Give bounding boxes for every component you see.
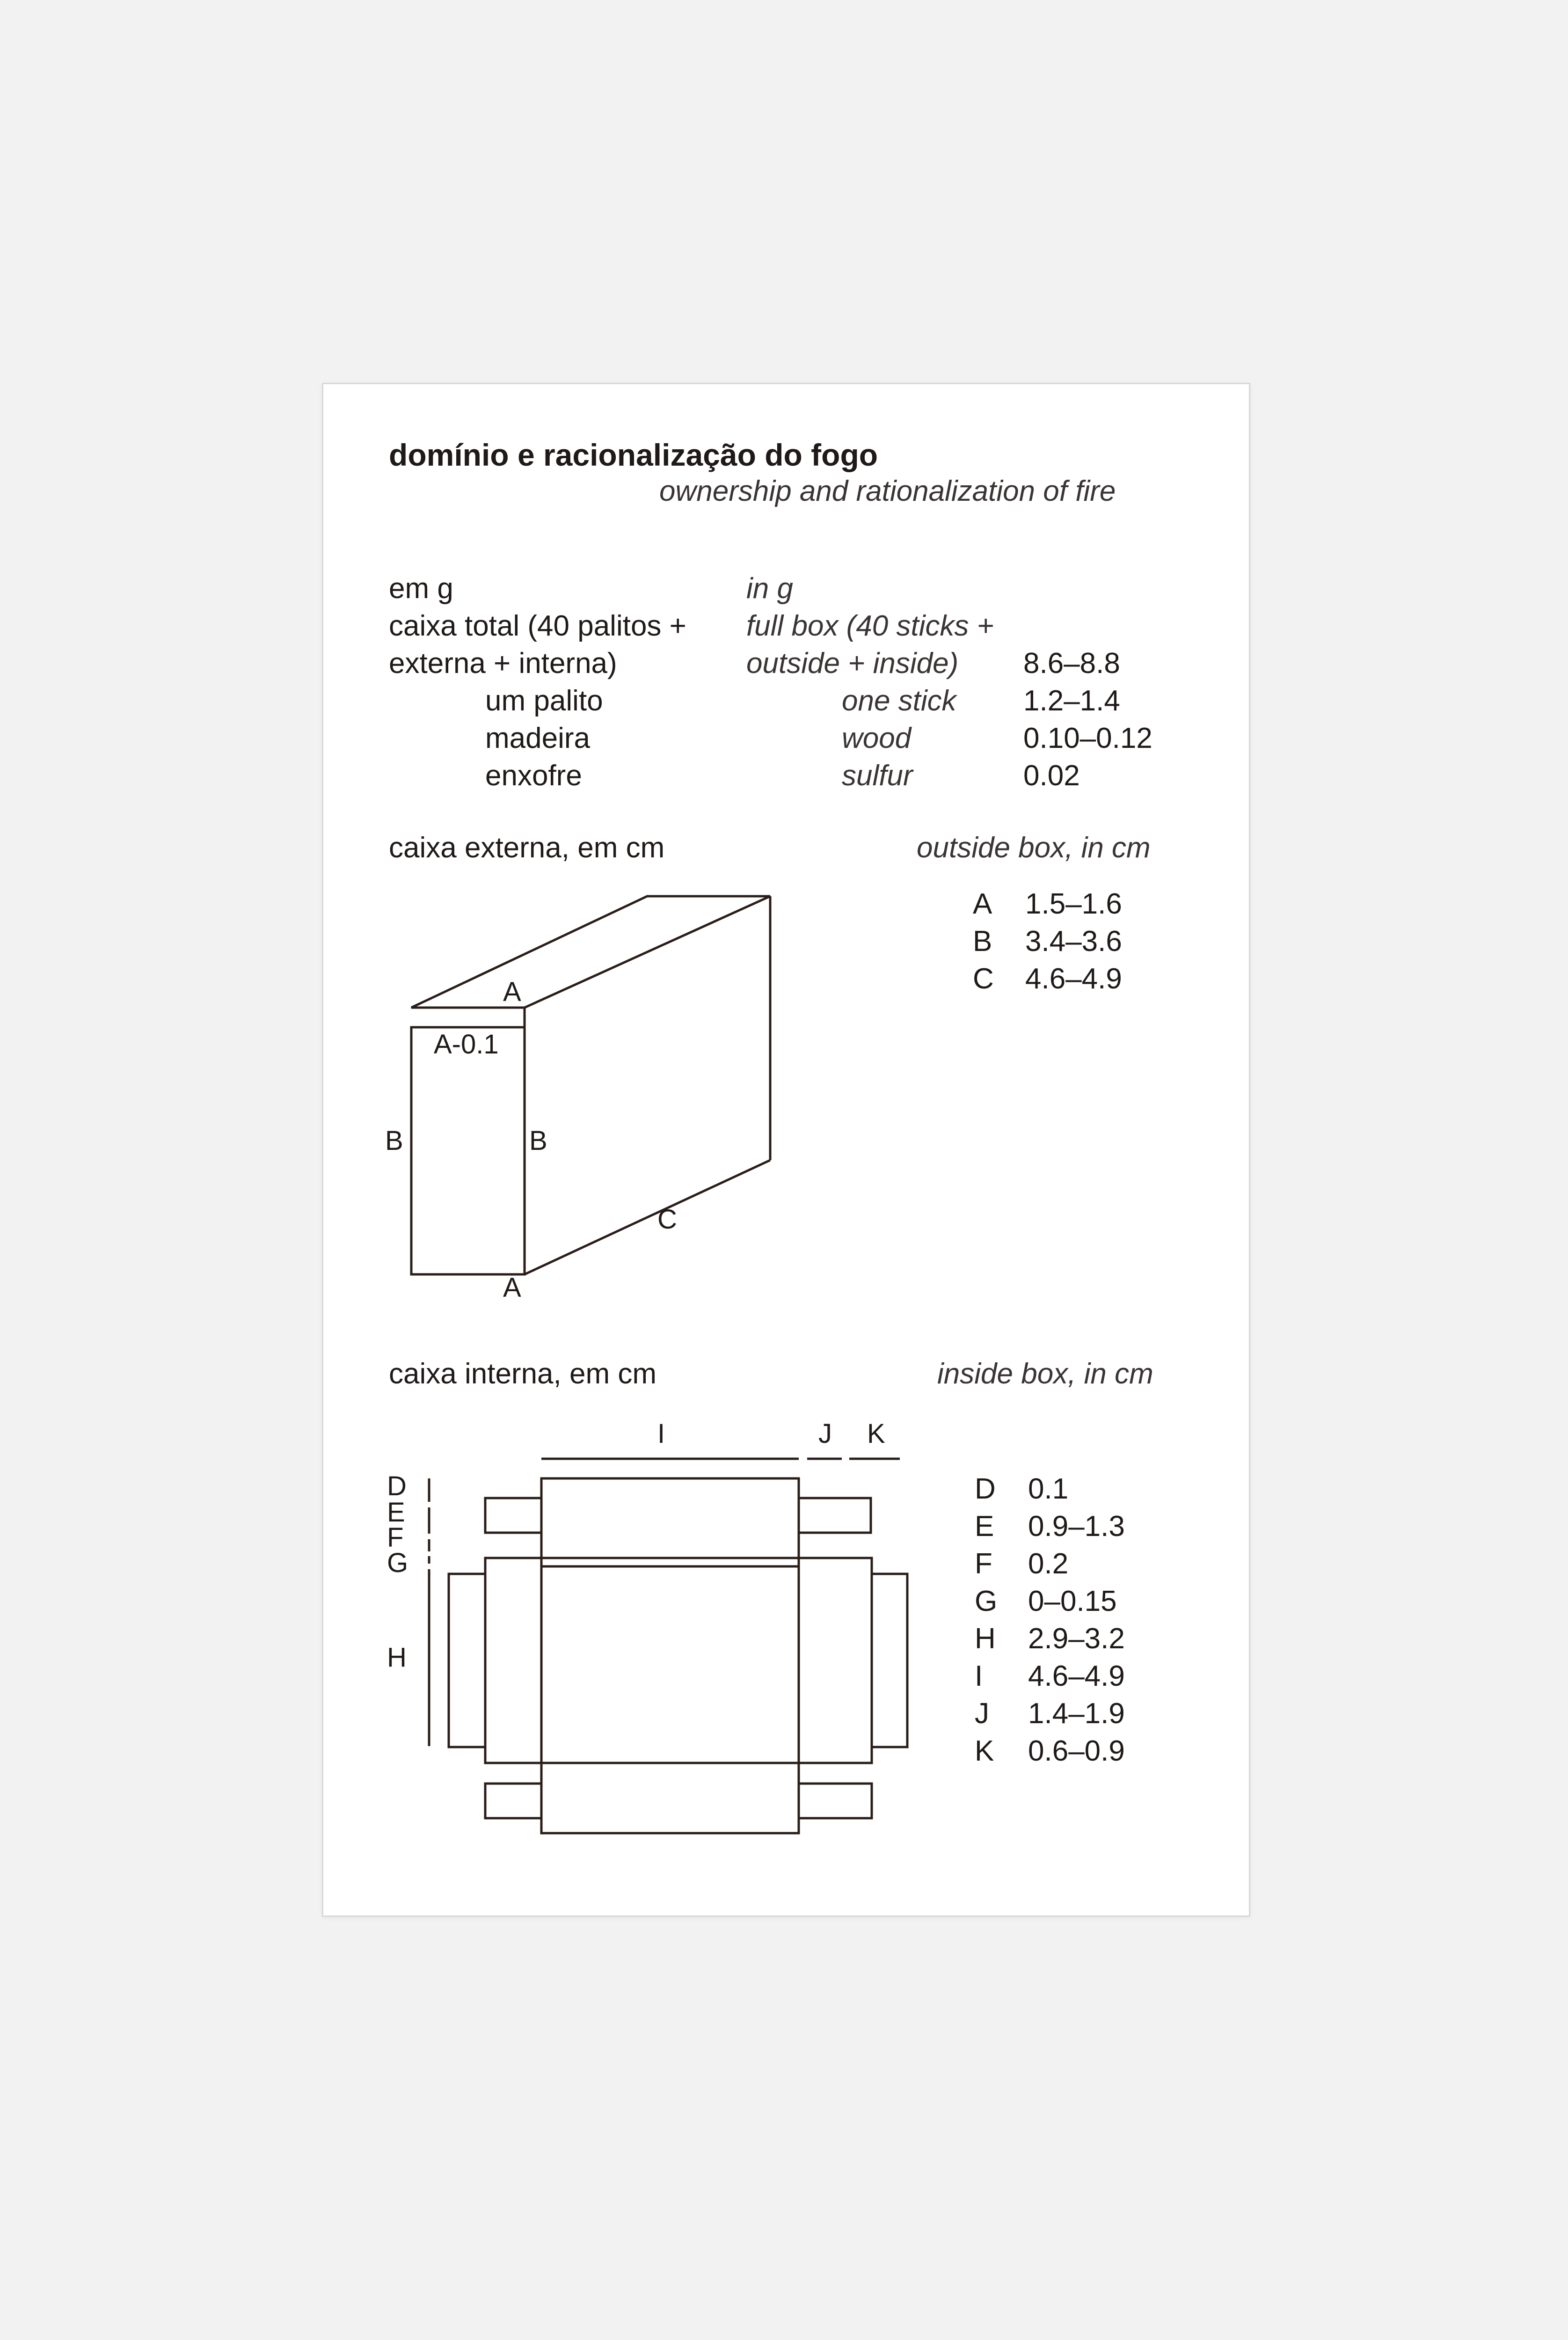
dim-key: E (975, 1510, 994, 1543)
label-h: H (387, 1642, 407, 1673)
outside-heading-pt: caixa externa, em cm (389, 832, 665, 864)
flap-right (799, 1558, 872, 1763)
weight-row-pt: madeira (485, 722, 590, 754)
flap-top-left (485, 1498, 541, 1533)
inside-heading-pt: caixa interna, em cm (389, 1358, 656, 1390)
total-value: 8.6–8.8 (1023, 647, 1120, 680)
weight-row-en: wood (842, 722, 912, 754)
flap-left-outer (449, 1574, 485, 1747)
label-f: F (387, 1522, 404, 1553)
dim-key: D (975, 1473, 996, 1505)
dim-value: 0.2 (1028, 1548, 1069, 1580)
total-pt-line1: caixa total (40 palitos + (389, 610, 686, 642)
flap-bottom-left (485, 1784, 541, 1818)
dim-value: 4.6–4.9 (1025, 963, 1122, 995)
total-pt-line2: externa + interna) (389, 647, 617, 680)
unit-pt: em g (389, 572, 453, 605)
dim-value: 0.9–1.3 (1028, 1510, 1125, 1543)
dim-key: F (975, 1548, 992, 1580)
dim-key: I (975, 1660, 983, 1692)
flap-top-right (799, 1498, 871, 1533)
total-en-line1: full box (40 sticks + (746, 610, 994, 642)
label-j: J (818, 1419, 832, 1449)
dim-value: 0.1 (1028, 1473, 1069, 1505)
info-card (322, 383, 1250, 1917)
dim-value: 1.4–1.9 (1028, 1697, 1125, 1730)
dim-value: 0–0.15 (1028, 1585, 1117, 1617)
net-center-panel (541, 1478, 799, 1833)
label-c: C (657, 1204, 677, 1235)
label-e: E (387, 1497, 405, 1528)
weight-row-value: 0.10–0.12 (1023, 722, 1152, 754)
net-bottom-panel (541, 1763, 799, 1833)
label-b-right: B (529, 1126, 547, 1156)
inside-box-net-diagram (323, 384, 1249, 1916)
unit-en: in g (746, 572, 793, 605)
label-g: G (387, 1548, 408, 1578)
label-d: D (387, 1471, 407, 1501)
label-a-top: A (503, 977, 521, 1007)
flap-left (485, 1558, 541, 1763)
dim-value: 2.9–3.2 (1028, 1623, 1125, 1655)
weight-row-en: one stick (842, 685, 956, 717)
dim-key: B (973, 925, 992, 958)
flap-right-outer (872, 1574, 907, 1747)
dim-value: 0.6–0.9 (1028, 1735, 1125, 1767)
dim-key: K (975, 1735, 994, 1767)
weight-row-pt: enxofre (485, 760, 582, 792)
outside-heading-en: outside box, in cm (917, 832, 1151, 864)
total-en-line2: outside + inside) (746, 647, 959, 680)
label-a-inner: A-0.1 (434, 1029, 499, 1060)
dim-key: H (975, 1623, 996, 1655)
dim-value: 3.4–3.6 (1025, 925, 1122, 958)
label-k: K (867, 1419, 885, 1449)
flap-bottom-right (799, 1784, 872, 1818)
weight-row-en: sulfur (842, 760, 913, 792)
title-en: ownership and rationalization of fire (659, 475, 1116, 507)
label-a-bottom: A (503, 1272, 521, 1303)
weight-row-value: 0.02 (1023, 760, 1080, 792)
dim-value: 4.6–4.9 (1028, 1660, 1125, 1692)
dim-key: A (973, 888, 992, 920)
dim-value: 1.5–1.6 (1025, 888, 1122, 920)
weight-row-value: 1.2–1.4 (1023, 685, 1120, 717)
inside-heading-en: inside box, in cm (937, 1358, 1153, 1390)
title-pt: domínio e racionalização do fogo (389, 438, 878, 472)
label-b-left: B (385, 1126, 403, 1156)
dim-key: G (975, 1585, 998, 1617)
dim-key: C (973, 963, 994, 995)
weight-row-pt: um palito (485, 685, 603, 717)
dim-key: J (975, 1697, 989, 1730)
label-i: I (657, 1419, 665, 1449)
